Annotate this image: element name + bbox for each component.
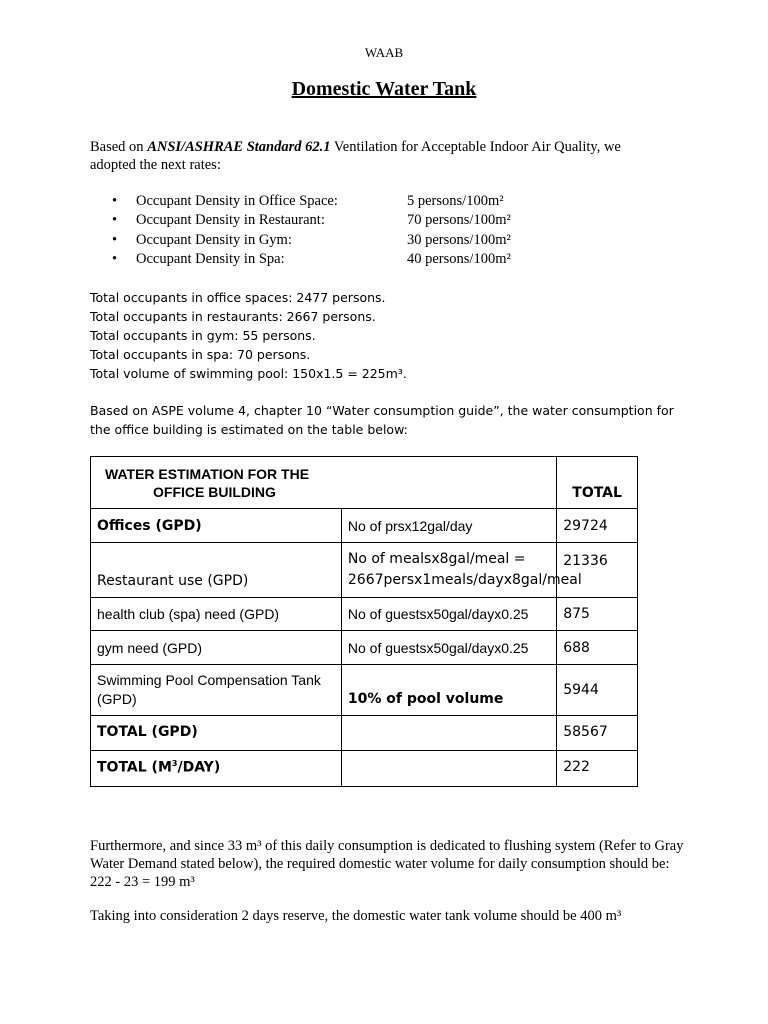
item-cell: health club (spa) need (GPD) [91,598,342,631]
total-cell: 5944 [557,665,638,716]
rate-value: 30 persons/100m² [407,231,511,248]
total-line: Total occupants in restaurants: 2667 persons. [90,309,376,324]
table-row [91,665,638,716]
list-item [90,193,690,212]
item-cell: Restaurant use (GPD) [91,543,342,598]
rate-label: Occupant Density in Office Space: [136,193,338,209]
item-cell [91,751,342,787]
formula-cell: No of guestsx50gal/dayx0.25 [341,598,556,631]
list-item [90,251,690,270]
total-column-header: TOTAL [557,457,638,509]
rate-label: Occupant Density in Gym: [136,231,292,248]
occupant-totals [90,288,690,383]
table-title-line2: OFFICE BUILDING [153,483,276,500]
standard-name: ANSI/ASHRAE Standard 62.1 [147,139,331,155]
item-cell: TOTAL (GPD) [91,716,342,751]
formula-cell: 10% of pool volume [341,665,556,716]
total-line: Total occupants in office spaces: 2477 persons. [90,290,386,305]
total-cell: 21336 [557,543,638,598]
intro-paragraph [90,138,660,174]
document-header: WAAB [364,45,404,60]
table-row [91,716,638,751]
total-line: Total volume of swimming pool: 150x1.5 = 225m³. [90,366,407,381]
rates-list [90,193,690,270]
total-line: Total occupants in gym: 55 persons. [90,328,316,343]
item-cell: Offices (GPD) [91,509,342,543]
formula-cell [341,751,556,787]
rate-value: 40 persons/100m² [407,250,511,267]
table-title [91,457,557,509]
rate-value: 5 persons/100m² [407,193,504,209]
item-superscript: 3 [171,759,178,768]
total-cell: 29724 [557,509,638,543]
item-cell: Swimming Pool Compensation Tank (GPD) [91,665,342,716]
bullet-icon: • [112,231,118,248]
rate-value: 70 persons/100m² [407,212,511,229]
bullet-icon: • [112,250,118,267]
list-item [90,232,690,251]
item-suffix: /DAY) [177,759,221,776]
flushing-paragraph: Furthermore, and since 33 m³ of this daily consumption is dedicated to flushing system (Refer to Gray Water Demand stated below), the required domestic water volume for daily consumption should be: 222 - 23 = 199 m³ [90,838,684,890]
rate-label: Occupant Density in Spa: [136,250,285,267]
table-header-row [91,457,638,509]
aspe-paragraph: Based on ASPE volume 4, chapter 10 “Water consumption guide”, the water consumption for the office building is estimated on the table below: [90,403,674,437]
item-cell: gym need (GPD) [91,631,342,665]
total-cell: 688 [557,631,638,665]
bullet-icon: • [112,193,118,209]
table-row [91,509,638,543]
table-row [91,543,638,598]
table-title-line1: WATER ESTIMATION FOR THE [105,465,310,482]
formula-cell [341,716,556,751]
water-estimation-table [90,456,638,787]
intro-prefix: Based on [90,139,148,155]
item-prefix: TOTAL (M [97,759,172,776]
formula-line: 2667persx1meals/dayx8gal/meal [347,572,582,588]
table-row [91,598,638,631]
bullet-icon: • [112,212,118,229]
formula-cell: No of prsx12gal/day [341,509,556,543]
total-line: Total occupants in spa: 70 persons. [90,347,311,362]
total-cell: 222 [557,751,638,787]
rate-label: Occupant Density in Restaurant: [136,212,325,229]
formula-line: No of mealsx8gal/meal = [347,551,526,567]
reserve-paragraph: Taking into consideration 2 days reserve, the domestic water tank volume should be 400 m³ [90,908,622,924]
table-row [91,631,638,665]
list-item [90,212,690,231]
total-cell: 875 [557,598,638,631]
formula-cell: No of guestsx50gal/dayx0.25 [341,631,556,665]
total-cell: 58567 [557,716,638,751]
page-title: Domestic Water Tank [291,78,477,100]
table-row [91,751,638,787]
formula-cell [341,543,582,598]
intro-suffix: Ventilation for Acceptable Indoor Air Quality, we adopted the next rates: [90,139,621,173]
